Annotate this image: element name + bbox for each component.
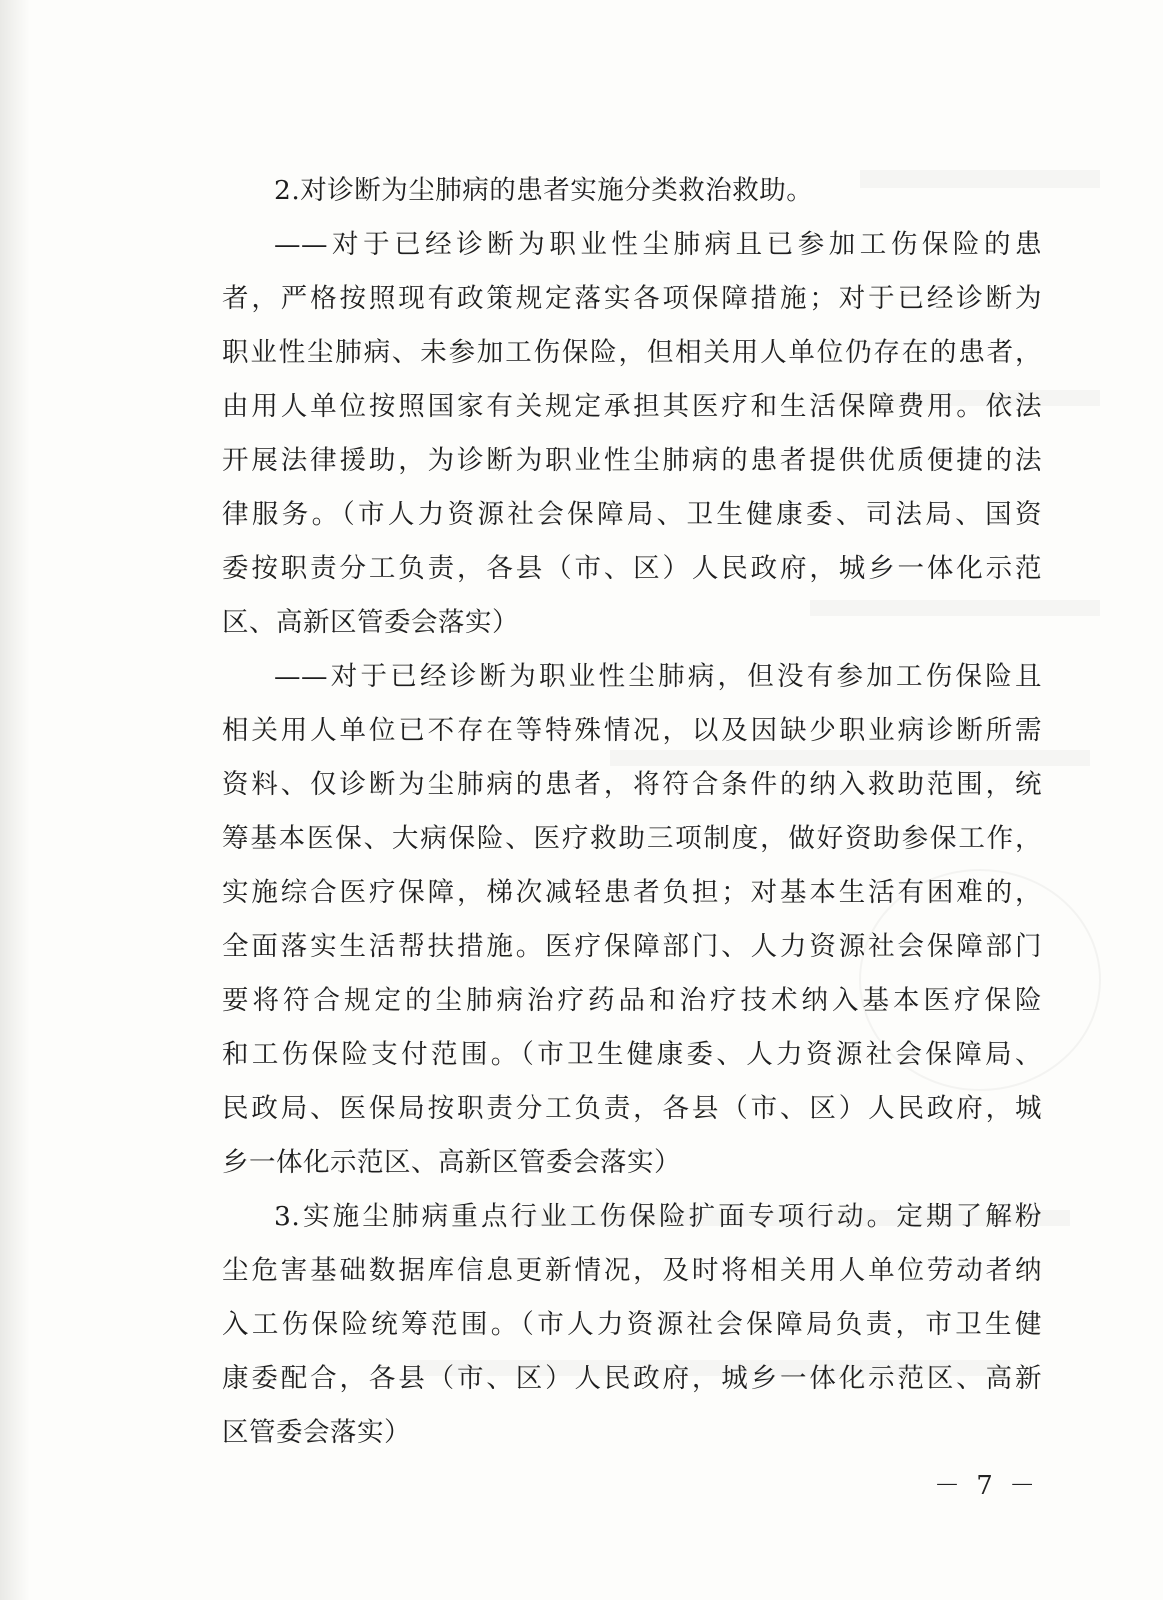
text-line: 康委配合，各县（市、区）人民政府，城乡一体化示范区、高新 [222,1363,1042,1394]
text-line: 筹基本医保、大病保险、医疗救助三项制度，做好资助参保工作， [222,823,1042,854]
text-line: 者，严格按照现有政策规定落实各项保障措施；对于已经诊断为 [222,283,1042,314]
text-line: 实施综合医疗保障，梯次减轻患者负担；对基本生活有困难的， [222,877,1042,908]
text-line: 律服务。（市人力资源社会保障局、卫生健康委、司法局、国资 [222,499,1042,530]
page-number: － 7 － [934,1471,1040,1501]
text-line: 开展法律援助，为诊断为职业性尘肺病的患者提供优质便捷的法 [222,445,1042,476]
text-line: 委按职责分工负责，各县（市、区）人民政府，城乡一体化示范 [222,553,1042,584]
text-line: 要将符合规定的尘肺病治疗药品和治疗技术纳入基本医疗保险 [222,985,1042,1016]
text-line: 职业性尘肺病、未参加工伤保险，但相关用人单位仍存在的患者， [222,337,1042,368]
text-line: 民政局、医保局按职责分工负责，各县（市、区）人民政府，城 [222,1093,1042,1124]
text-line: 乡一体化示范区、高新区管委会落实） [222,1147,681,1178]
text-line: ——对于已经诊断为职业性尘肺病且已参加工伤保险的患 [274,229,1042,260]
scan-edge-shadow [0,0,30,1600]
text-line: 全面落实生活帮扶措施。医疗保障部门、人力资源社会保障部门 [222,931,1042,962]
text-line: 相关用人单位已不存在等特殊情况，以及因缺少职业病诊断所需 [222,715,1042,746]
text-line: 区管委会落实） [222,1417,411,1448]
text-line: ——对于已经诊断为职业性尘肺病，但没有参加工伤保险且 [274,661,1042,692]
text-line: 由用人单位按照国家有关规定承担其医疗和生活保障费用。依法 [222,391,1042,422]
text-line: 入工伤保险统筹范围。（市人力资源社会保障局负责，市卫生健 [222,1309,1042,1340]
text-line: 2.对诊断为尘肺病的患者实施分类救治救助。 [274,175,814,206]
text-line: 和工伤保险支付范围。（市卫生健康委、人力资源社会保障局、 [222,1039,1042,1070]
text-line: 3.实施尘肺病重点行业工伤保险扩面专项行动。定期了解粉 [274,1201,1042,1232]
text-line: 尘危害基础数据库信息更新情况，及时将相关用人单位劳动者纳 [222,1255,1042,1286]
text-line: 资料、仅诊断为尘肺病的患者，将符合条件的纳入救助范围，统 [222,769,1042,800]
text-line: 区、高新区管委会落实） [222,607,519,638]
